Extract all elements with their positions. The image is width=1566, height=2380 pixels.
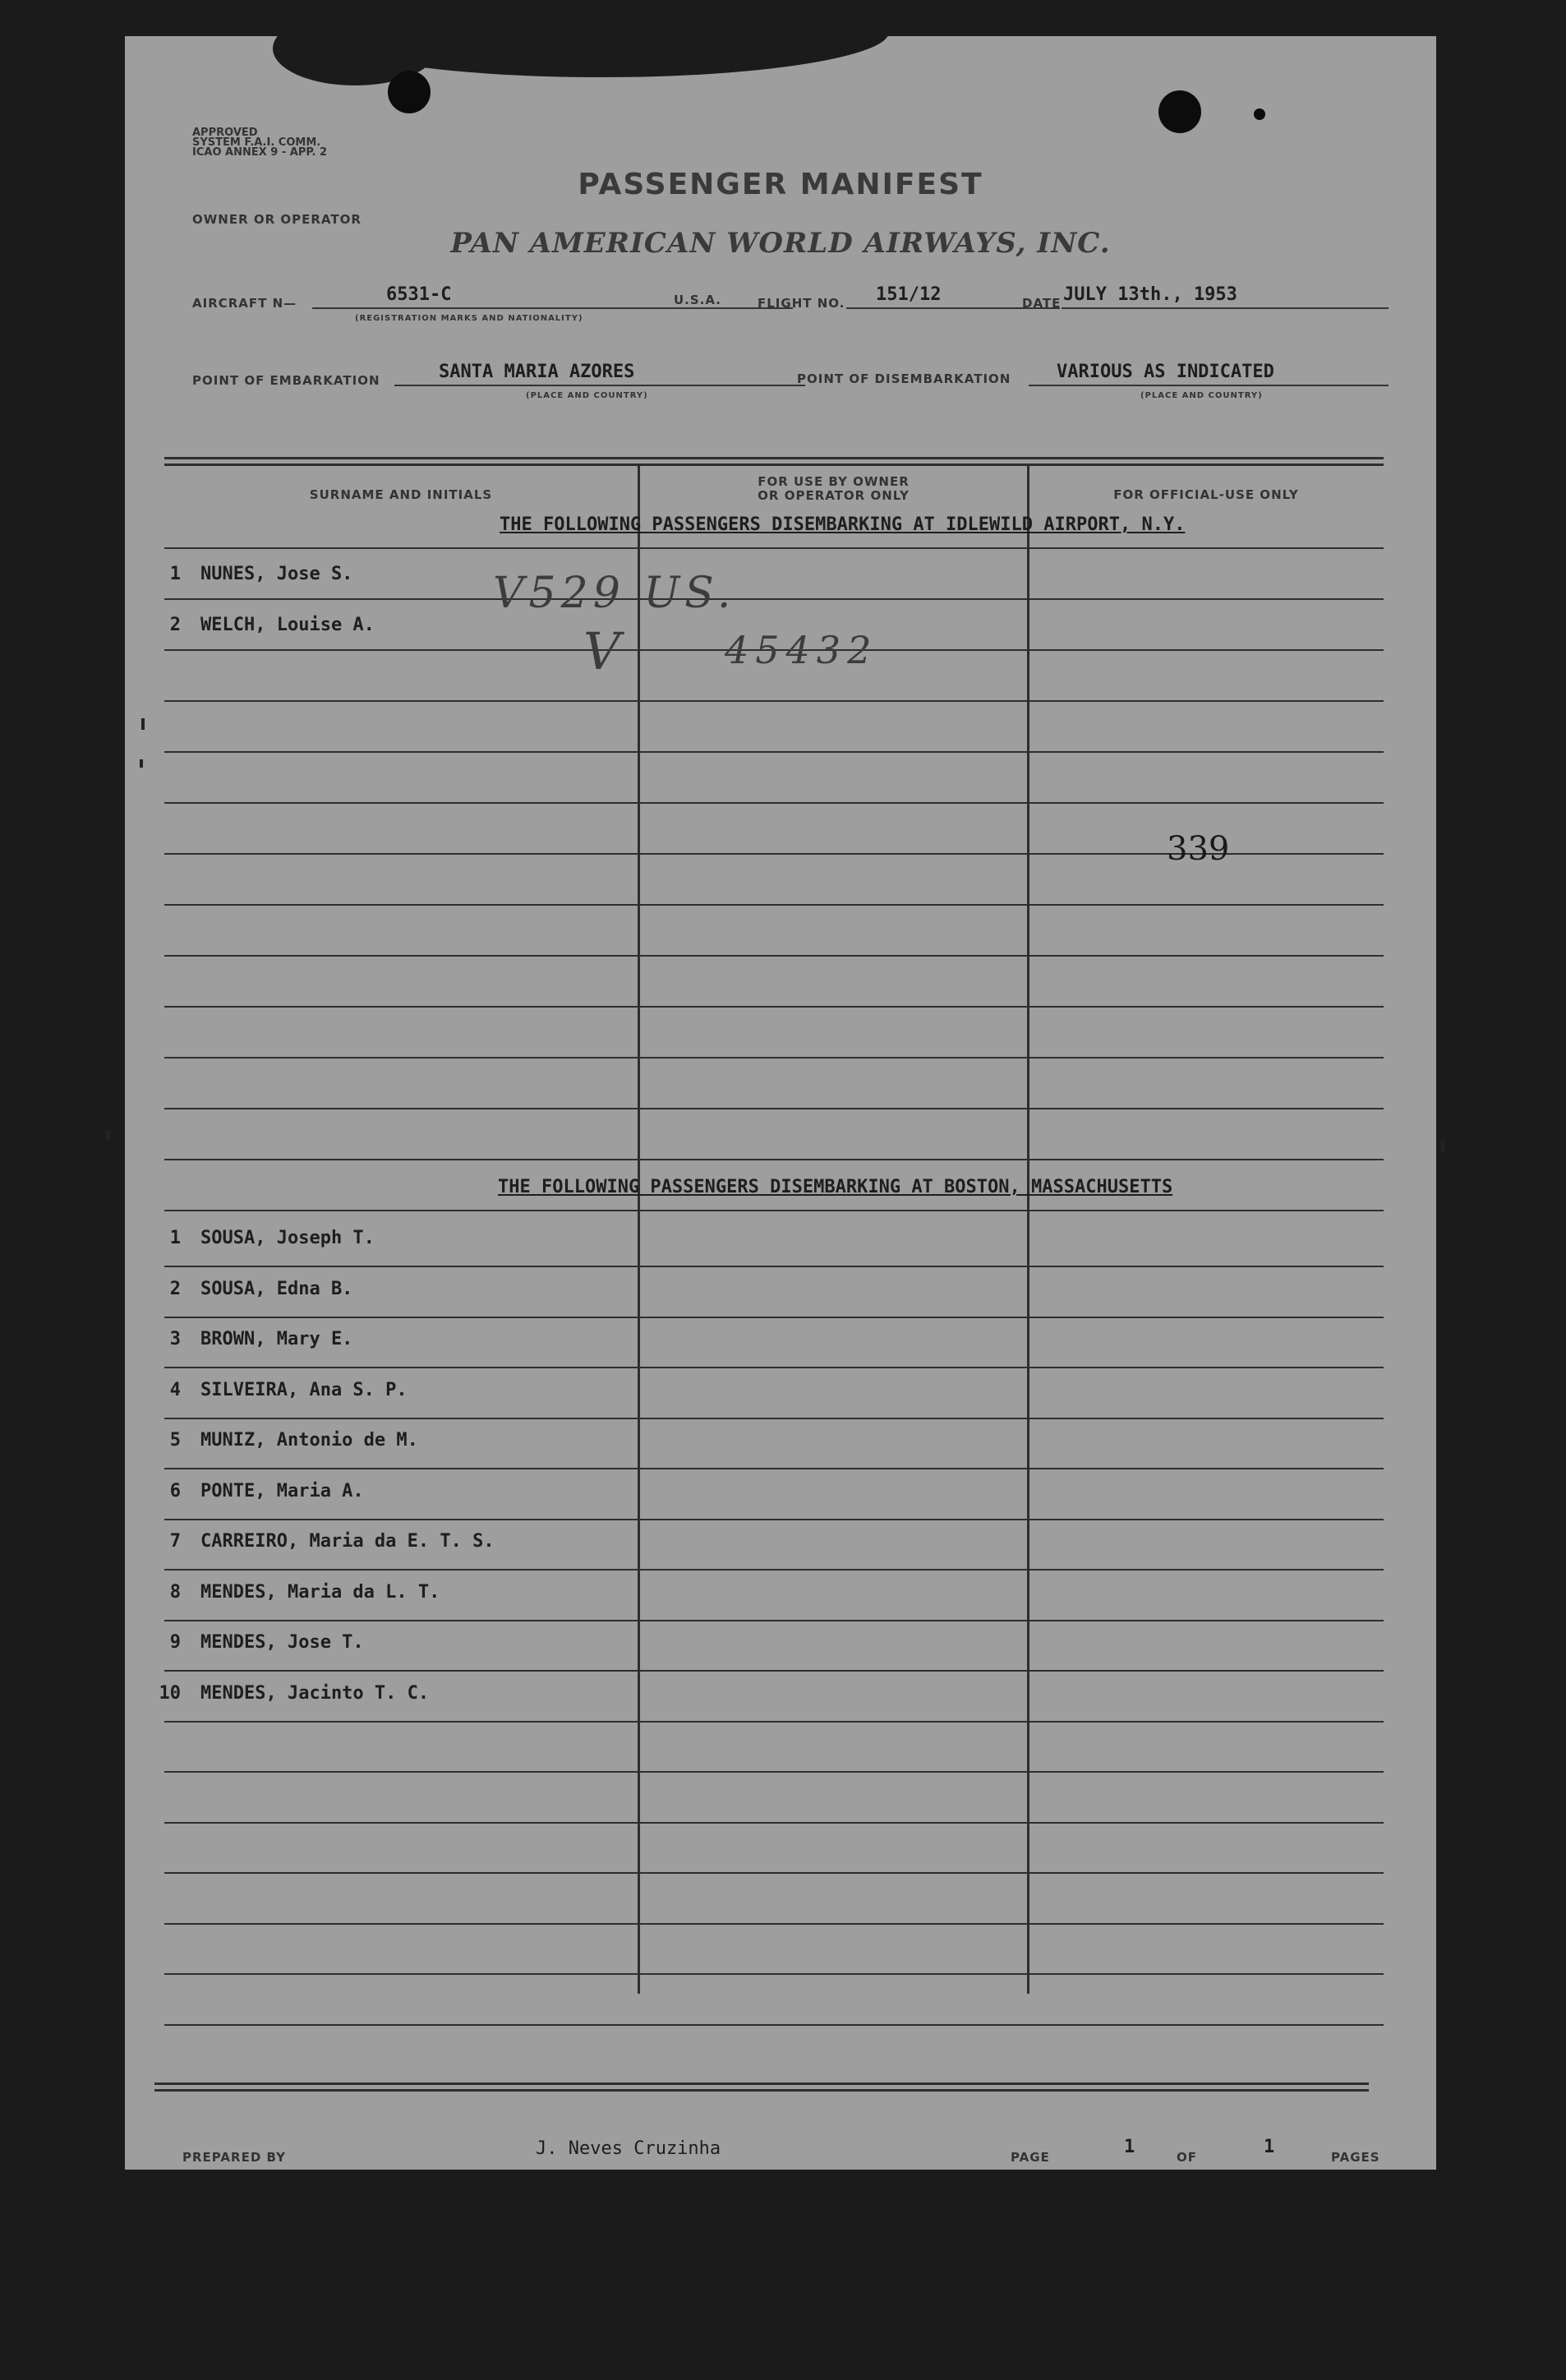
aircraft-value: 6531-C [386, 284, 452, 305]
row-rule [164, 1418, 1384, 1419]
row-rule [164, 1721, 1384, 1723]
passenger-name: MENDES, Maria da L. T. [200, 1582, 440, 1603]
section-heading-idlewild: THE FOLLOWING PASSENGERS DISEMBARKING AT IDLEWILD AIRPORT, N.Y. [500, 514, 1186, 535]
approval-note [192, 128, 327, 158]
handwritten-check: V [583, 621, 620, 681]
surname-column-header: SURNAME AND INITIALS [309, 487, 493, 502]
table-top-rule [164, 457, 1384, 459]
approval-line: ICAO ANNEX 9 - APP. 2 [192, 146, 327, 159]
margin-mark [141, 718, 145, 730]
passenger-number: 3 [169, 1329, 181, 1349]
row-rule [164, 802, 1384, 804]
row-rule [164, 1159, 1384, 1160]
row-rule [164, 1923, 1384, 1925]
row-rule [164, 700, 1384, 702]
row-rule [164, 1519, 1384, 1520]
margin-mark [140, 759, 143, 768]
manifest-page [125, 36, 1436, 2170]
passenger-number: 2 [169, 1279, 181, 1299]
registration-note: (REGISTRATION MARKS AND NATIONALITY) [355, 314, 583, 323]
prepared-by-label: PREPARED BY [182, 2150, 286, 2165]
page-value: 1 [1124, 2137, 1135, 2157]
owner-use-column-header [640, 475, 1027, 503]
row-rule [164, 1006, 1384, 1008]
date-value: JULY 13th., 1953 [1063, 284, 1237, 305]
usa-label: U.S.A. [674, 293, 721, 307]
disembarkation-value: VARIOUS AS INDICATED [1057, 362, 1274, 382]
table-bottom-rule [154, 2089, 1369, 2092]
date-underline [1062, 307, 1389, 309]
row-rule [164, 904, 1384, 906]
row-rule [164, 1266, 1384, 1267]
pages-label: PAGES [1331, 2150, 1380, 2165]
row-rule [164, 1569, 1384, 1571]
row-rule [164, 1210, 1384, 1211]
embarkation-note: (PLACE AND COUNTRY) [526, 391, 648, 400]
passenger-number: 5 [169, 1430, 181, 1451]
row-rule [164, 955, 1384, 957]
table-top-rule [164, 464, 1384, 466]
passenger-number: 6 [169, 1481, 181, 1501]
row-rule [164, 547, 1384, 549]
row-rule [164, 751, 1384, 753]
page-title: PASSENGER MANIFEST [578, 168, 983, 201]
passenger-name: CARREIRO, Maria da E. T. S. [200, 1531, 495, 1552]
stamped-number: 339 [1167, 830, 1230, 868]
disembarkation-label: POINT OF DISEMBARKATION [797, 371, 1011, 386]
passenger-number: 1 [169, 1228, 181, 1248]
row-rule [164, 1468, 1384, 1469]
row-rule [164, 1872, 1384, 1874]
passenger-number: 9 [169, 1632, 181, 1653]
passenger-name: WELCH, Louise A. [200, 615, 375, 635]
disembarkation-underline [1029, 385, 1389, 386]
date-label: DATE [1022, 296, 1062, 311]
row-rule [164, 2024, 1384, 2026]
passenger-number: 4 [169, 1380, 181, 1400]
aircraft-label: AIRCRAFT N— [192, 296, 297, 311]
row-rule [164, 1771, 1384, 1773]
punch-hole [1254, 108, 1265, 120]
margin-mark [1441, 1141, 1444, 1152]
column-divider [638, 465, 640, 1994]
page-label: PAGE [1011, 2150, 1050, 2165]
aircraft-underline [312, 307, 793, 309]
row-rule [164, 1108, 1384, 1109]
row-rule [164, 1057, 1384, 1059]
column-divider [1027, 465, 1029, 1994]
passenger-name: MUNIZ, Antonio de M. [200, 1430, 418, 1451]
flight-value: 151/12 [876, 284, 942, 305]
row-rule [164, 1822, 1384, 1824]
margin-mark [105, 1131, 110, 1141]
passenger-number: 8 [169, 1582, 181, 1603]
row-rule [164, 1620, 1384, 1621]
approval-line: APPROVED [192, 127, 258, 139]
embarkation-underline [394, 385, 805, 386]
passenger-name: SILVEIRA, Ana S. P. [200, 1380, 408, 1400]
owner-use-line: OR OPERATOR ONLY [758, 488, 910, 503]
airline-name: PAN AMERICAN WORLD AIRWAYS, INC. [450, 227, 1111, 260]
official-column-header: FOR OFFICIAL-USE ONLY [1113, 487, 1299, 502]
row-rule [164, 1367, 1384, 1368]
passenger-name: NUNES, Jose S. [200, 564, 353, 584]
passenger-name: BROWN, Mary E. [200, 1329, 353, 1349]
prepared-by-value: J. Neves Cruzinha [536, 2138, 721, 2159]
row-rule [164, 1670, 1384, 1672]
passenger-number: 1 [169, 564, 181, 584]
flight-label: FLIGHT NO. [758, 296, 845, 311]
owner-label: OWNER OR OPERATOR [192, 212, 362, 227]
embarkation-label: POINT OF EMBARKATION [192, 373, 380, 388]
section-heading-boston: THE FOLLOWING PASSENGERS DISEMBARKING AT BOSTON, MASSACHUSETTS [498, 1177, 1173, 1197]
passenger-name: MENDES, Jose T. [200, 1632, 364, 1653]
passenger-number: 7 [169, 1531, 181, 1552]
approval-line: SYSTEM F.A.I. COMM. [192, 136, 321, 149]
handwritten-annotation: V529 US. [493, 569, 736, 618]
punch-hole [1158, 90, 1201, 133]
passenger-number: 10 [159, 1683, 181, 1704]
row-rule [164, 1317, 1384, 1318]
of-value: 1 [1264, 2137, 1275, 2157]
punch-hole [388, 71, 431, 113]
passenger-name: MENDES, Jacinto T. C. [200, 1683, 430, 1704]
passenger-name: SOUSA, Joseph T. [200, 1228, 375, 1248]
of-label: OF [1177, 2150, 1197, 2165]
row-rule [164, 598, 1384, 600]
table-bottom-rule [154, 2082, 1369, 2085]
owner-use-line: FOR USE BY OWNER [758, 474, 910, 489]
passenger-name: SOUSA, Edna B. [200, 1279, 353, 1299]
embarkation-value: SANTA MARIA AZORES [439, 362, 635, 382]
handwritten-number: 45432 [725, 628, 878, 672]
row-rule [164, 1973, 1384, 1975]
passenger-number: 2 [169, 615, 181, 635]
passenger-name: PONTE, Maria A. [200, 1481, 364, 1501]
disembarkation-note: (PLACE AND COUNTRY) [1140, 391, 1263, 400]
